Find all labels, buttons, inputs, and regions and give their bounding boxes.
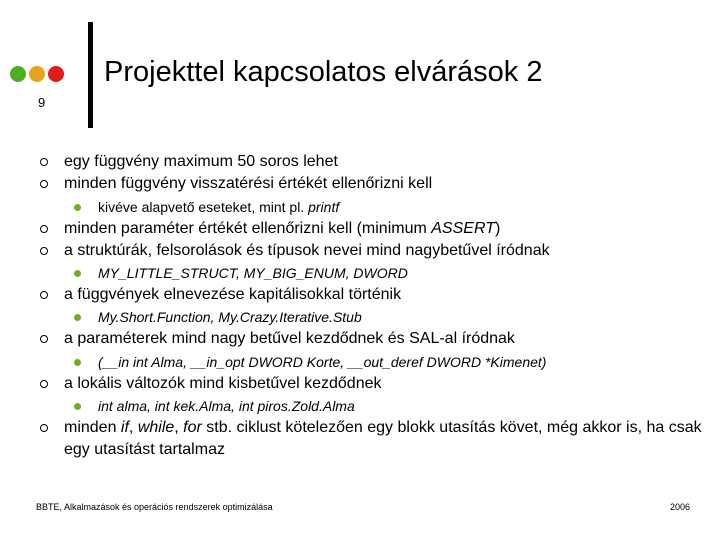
list-item: a paraméterek mind nagy betűvel kezdődnek és SAL-al íródnak [36,328,706,350]
green-bullet-icon [74,403,81,410]
footer-year: 2006 [669,502,690,512]
green-bullet-icon [74,314,81,321]
list-item: minden if, while, for stb. ciklust kötelezően egy blokk utasítás követ, még akkor is, ha csak egy utasítást tartalmaz [36,417,706,462]
hollow-circle-bullet-icon [40,335,48,343]
list-item: a struktúrák, felsorolások és típusok nevei mind nagybetűvel íródnak [36,240,706,262]
hollow-circle-bullet-icon [40,225,48,233]
list-item: a függvények elnevezése kapitálisokkal történik [36,284,706,306]
slide-number: 9 [38,95,46,110]
green-bullet-icon [74,270,81,277]
orange-dot-icon [29,66,45,82]
hollow-circle-bullet-icon [40,424,48,432]
hollow-circle-bullet-icon [40,247,48,255]
sub-list-item: My.Short.Function, My.Crazy.Iterative.Stub [36,306,706,328]
sub-list-item: kivéve alapvető eseteket, mint pl. printf [36,196,706,218]
hollow-circle-bullet-icon [40,158,48,166]
sub-list-item: (__in int Alma, __in_opt DWORD Korte, __out_deref DWORD *Kimenet) [36,351,706,373]
list-item: egy függvény maximum 50 soros lehet [36,151,706,173]
sub-list-item: int alma, int kek.Alma, int piros.Zold.Alma [36,395,706,417]
bullet-list [36,151,706,462]
green-bullet-icon [74,204,81,211]
decorative-dots [10,66,64,82]
title-divider [88,22,93,128]
page-title: Projekttel kapcsolatos elvárások 2 [104,56,543,88]
list-item: a lokális változók mind kisbetűvel kezdődnek [36,373,706,395]
red-dot-icon [48,66,64,82]
footer-course: BBTE, Alkalmazások és operációs rendszerek optimizálása [36,502,273,512]
green-bullet-icon [74,359,81,366]
hollow-circle-bullet-icon [40,291,48,299]
list-item: minden függvény visszatérési értékét ellenőrizni kell [36,173,706,195]
green-dot-icon [10,66,26,82]
sub-list-item: MY_LITTLE_STRUCT, MY_BIG_ENUM, DWORD [36,262,706,284]
list-item: minden paraméter értékét ellenőrizni kell (minimum ASSERT) [36,218,706,240]
hollow-circle-bullet-icon [40,180,48,188]
hollow-circle-bullet-icon [40,380,48,388]
